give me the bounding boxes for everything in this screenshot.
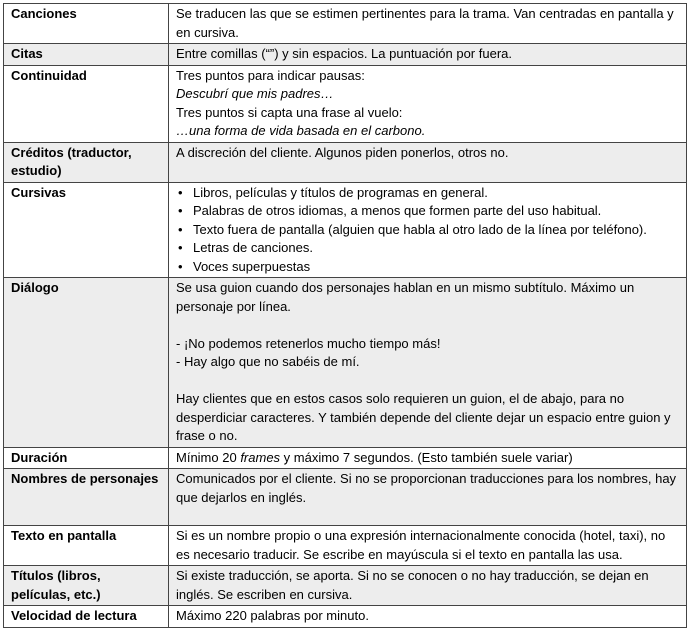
table-row: [4, 566, 687, 606]
term-cell: Diálogo: [4, 278, 169, 448]
term-cell: Canciones: [4, 4, 169, 44]
term-cell: Cursivas: [4, 182, 169, 278]
term-cell: Texto en pantalla: [4, 526, 169, 566]
description-cell: Si existe traducción, se aporta. Si no se conocen o no hay traducción, se dejan en inglés. Se escriben en cursiva.: [169, 566, 687, 606]
description-cell: Máximo 220 palabras por minuto.: [169, 606, 687, 628]
continuity-example: Descubrí que mis padres…: [176, 86, 334, 101]
bullet-icon: •: [178, 184, 183, 200]
table-row: [4, 142, 687, 182]
list-item: • Libros, películas y títulos de programas en general.: [193, 184, 679, 203]
term-cell: Citas: [4, 44, 169, 66]
description-cell: [169, 278, 687, 448]
description-cell: Comunicados por el cliente. Si no se proporcionan traducciones para los nombres, hay que dejarlos en inglés.: [169, 469, 687, 526]
description-cell: [169, 182, 687, 278]
table-row: [4, 469, 687, 526]
dialogue-line: - ¡No podemos retenerlos mucho tiempo más!: [176, 335, 441, 351]
table-row: [4, 278, 687, 448]
table-row: [4, 65, 687, 142]
table-row: [4, 447, 687, 469]
term-cell: Créditos (traductor, estudio): [4, 142, 169, 182]
description-cell: Se traducen las que se estimen pertinentes para la trama. Van centradas en pantalla y en cursiva.: [169, 4, 687, 44]
list-item: • Voces superpuestas: [193, 258, 679, 277]
frames-word: frames: [240, 449, 281, 465]
table-row: [4, 606, 687, 628]
bullet-icon: •: [178, 221, 183, 237]
term-cell: Nombres de personajes: [4, 469, 169, 526]
list-item: • Texto fuera de pantalla (alguien que habla al otro lado de la línea por teléfono).: [193, 221, 679, 240]
term-cell: Continuidad: [4, 65, 169, 142]
term-cell: Títulos (libros, películas, etc.): [4, 566, 169, 606]
table-row: [4, 4, 687, 44]
list-item: • Letras de canciones.: [193, 239, 679, 258]
dialogue-paragraph: Se usa guion cuando dos personajes hablan en un mismo subtítulo. Máximo un personaje por línea.: [176, 280, 635, 314]
description-cell: Si es un nombre propio o una expresión internacionalmente conocida (hotel, taxi), no es necesario traducir. Se escribe en mayúscula si el texto en pantalla las usa.: [169, 526, 687, 566]
list-item: • Palabras de otros idiomas, a menos que formen parte del uso habitual.: [193, 202, 679, 221]
italics-list: [176, 184, 679, 277]
bullet-icon: •: [178, 258, 183, 274]
dialogue-line: - Hay algo que no sabéis de mí.: [176, 354, 360, 369]
description-cell: Entre comillas (“”) y sin espacios. La puntuación por fuera.: [169, 44, 687, 66]
continuity-line: Tres puntos si capta una frase al vuelo:: [176, 104, 403, 120]
style-guide-table: [3, 3, 687, 628]
dialogue-paragraph: Hay clientes que en estos casos solo requieren un guion, el de abajo, para no desperdiciar caracteres. Y también depende del cliente dejar un espacio entre guion y frase o no.: [176, 391, 671, 443]
description-cell: [169, 65, 687, 142]
bullet-icon: •: [178, 240, 183, 255]
table-row: [4, 526, 687, 566]
table-row: [4, 44, 687, 66]
term-cell: Duración: [4, 447, 169, 469]
description-cell: Mínimo 20 frames y máximo 7 segundos. (Esto también suele variar): [169, 447, 687, 469]
continuity-example: …una forma de vida basada en el carbono.: [176, 123, 426, 138]
term-cell: Velocidad de lectura: [4, 606, 169, 628]
continuity-line: Tres puntos para indicar pausas:: [176, 67, 365, 83]
bullet-icon: •: [178, 203, 183, 218]
description-cell: A discreción del cliente. Algunos piden ponerlos, otros no.: [169, 142, 687, 182]
table-row: [4, 182, 687, 278]
